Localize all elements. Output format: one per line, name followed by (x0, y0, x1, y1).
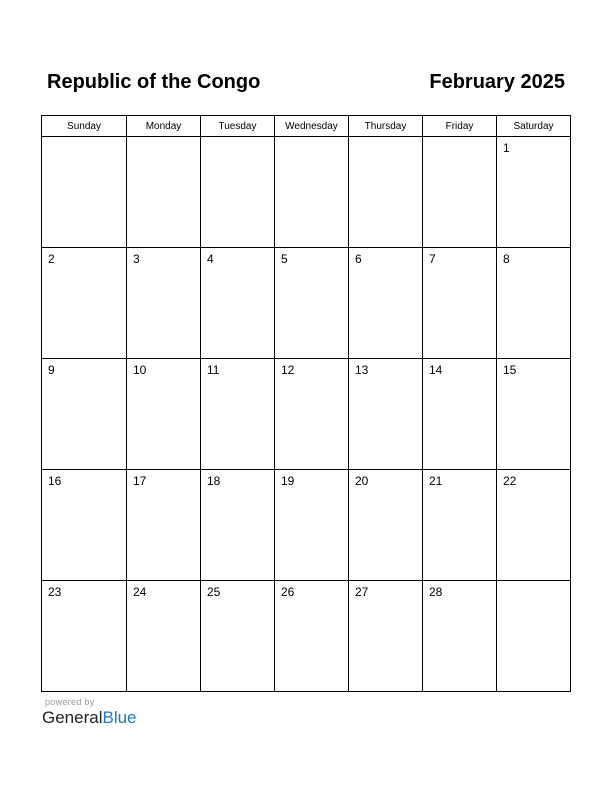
day-cell (201, 137, 275, 248)
day-cell (497, 137, 571, 248)
day-cell (201, 581, 275, 692)
day-number: 14 (429, 363, 443, 377)
day-number: 10 (133, 363, 147, 377)
day-number (497, 581, 570, 585)
day-number (275, 137, 348, 141)
day-cell (42, 470, 127, 581)
day-number: 11 (207, 363, 220, 377)
day-number: 20 (355, 474, 369, 488)
day-cell (42, 248, 127, 359)
day-number: 5 (281, 252, 288, 266)
day-cell (275, 137, 349, 248)
day-cell (275, 248, 349, 359)
day-cell (497, 359, 571, 470)
day-cell (127, 137, 201, 248)
weekday-wednesday: Wednesday (275, 116, 349, 137)
day-number (201, 137, 274, 141)
day-cell (127, 248, 201, 359)
day-cell (349, 470, 423, 581)
day-number: 21 (429, 474, 443, 488)
day-number: 24 (133, 585, 147, 599)
day-number: 9 (48, 363, 55, 377)
day-number: 1 (503, 141, 510, 155)
day-number: 3 (133, 252, 140, 266)
day-number: 26 (281, 585, 295, 599)
week-row (42, 137, 571, 248)
week-row (42, 581, 571, 692)
weekday-monday: Monday (127, 116, 201, 137)
day-cell (127, 359, 201, 470)
day-number: 18 (207, 474, 221, 488)
day-cell (423, 248, 497, 359)
day-cell (42, 137, 127, 248)
day-cell (201, 359, 275, 470)
day-cell (127, 581, 201, 692)
weekday-tuesday: Tuesday (201, 116, 275, 137)
day-number (349, 137, 422, 141)
day-number: 8 (503, 252, 510, 266)
day-cell (275, 470, 349, 581)
day-number: 12 (281, 363, 295, 377)
day-cell (423, 581, 497, 692)
day-number: 19 (281, 474, 295, 488)
day-number: 27 (355, 585, 369, 599)
day-cell (497, 470, 571, 581)
generalblue-logo[interactable] (42, 708, 137, 728)
weekday-header-row (42, 116, 571, 137)
day-number: 4 (207, 252, 214, 266)
day-cell (201, 248, 275, 359)
day-cell (349, 581, 423, 692)
day-cell (349, 248, 423, 359)
calendar-grid (41, 115, 571, 692)
weekday-thursday: Thursday (349, 116, 423, 137)
day-cell (42, 581, 127, 692)
day-number: 17 (133, 474, 147, 488)
day-number: 15 (503, 363, 517, 377)
day-number (127, 137, 200, 141)
day-number: 25 (207, 585, 221, 599)
day-cell (423, 137, 497, 248)
brand-blue: Blue (102, 708, 137, 727)
day-number (42, 137, 126, 141)
day-cell (201, 470, 275, 581)
day-cell (275, 359, 349, 470)
brand-general: General (42, 708, 103, 727)
day-number: 23 (48, 585, 62, 599)
day-cell (275, 581, 349, 692)
day-number: 22 (503, 474, 517, 488)
day-cell (127, 470, 201, 581)
powered-by-text: powered by (45, 697, 95, 707)
day-cell (349, 137, 423, 248)
day-number (423, 137, 496, 141)
day-cell (497, 248, 571, 359)
day-number: 13 (355, 363, 369, 377)
day-cell (349, 359, 423, 470)
country-title: Republic of the Congo (47, 71, 261, 93)
week-row (42, 359, 571, 470)
day-number: 2 (48, 252, 55, 266)
month-year-title: February 2025 (429, 71, 565, 93)
week-row (42, 248, 571, 359)
day-number: 6 (355, 252, 362, 266)
weekday-friday: Friday (423, 116, 497, 137)
weekday-sunday: Sunday (42, 116, 127, 137)
day-cell (423, 470, 497, 581)
day-cell (497, 581, 571, 692)
weekday-saturday: Saturday (497, 116, 571, 137)
day-number: 16 (48, 474, 62, 488)
day-number: 7 (429, 252, 436, 266)
day-cell (423, 359, 497, 470)
day-cell (42, 359, 127, 470)
week-row (42, 470, 571, 581)
day-number: 28 (429, 585, 443, 599)
